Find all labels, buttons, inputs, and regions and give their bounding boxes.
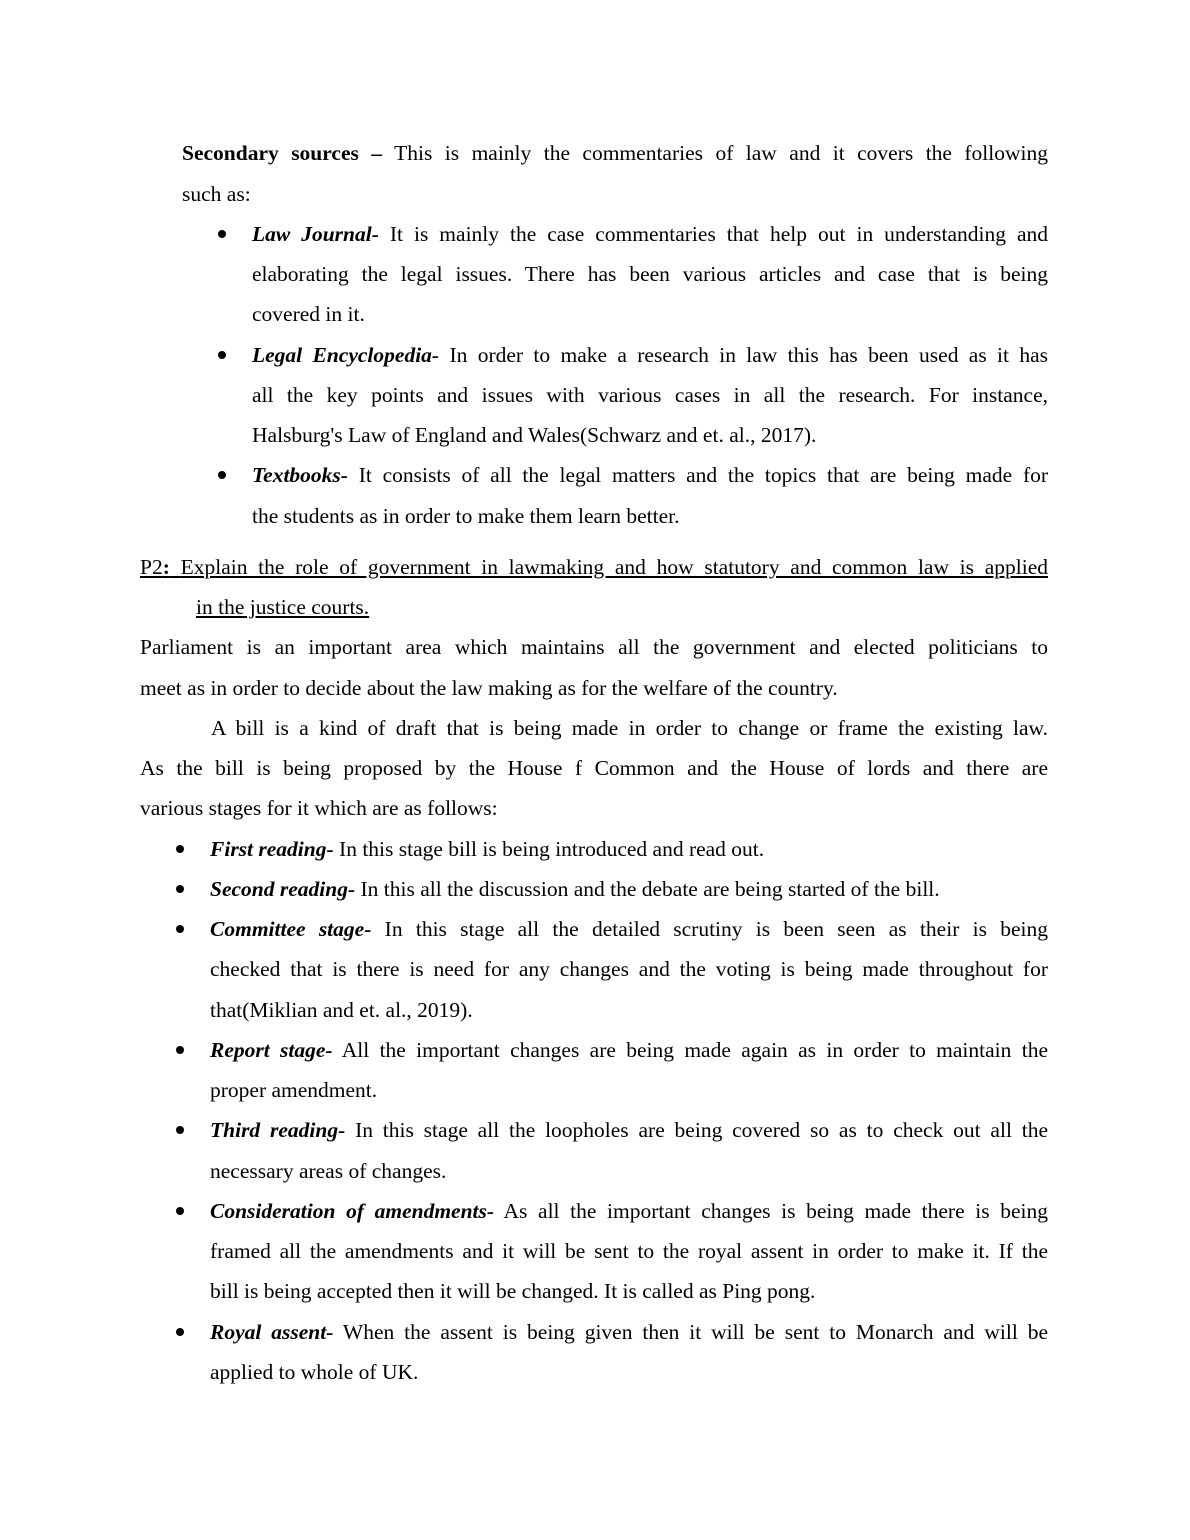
p2-label: P2 [140,555,163,579]
bullet-icon [218,471,226,479]
stage-term: Second reading- [210,877,356,901]
bullet-icon [176,925,184,933]
stage-third-line1 [210,1120,1048,1142]
stage-report-line2: proper amendment. [210,1078,378,1102]
law-journal-text1: It is mainly the case commentaries that help out in understanding and [389,222,1049,246]
stage-term: Third reading- [210,1118,346,1142]
bullet-icon [218,351,226,359]
legal-encyclopedia-line3: Halsburg's Law of England and Wales(Schwarz and et. al., 2017). [252,423,817,447]
stage-text: In this stage bill is being introduced and read out. [339,837,765,861]
bullet-icon [176,1328,184,1336]
legal-encyclopedia-term: Legal Encyclopedia- [252,343,440,367]
stage-text: In this stage all the detailed scrutiny is been seen as their is being [384,917,1049,941]
textbooks-text1: It consists of all the legal matters and the topics that are being made for [358,463,1049,487]
bullet-icon [176,845,184,853]
stage-term: Royal assent- [210,1320,334,1344]
p2-colon: : [162,555,170,579]
secondary-intro-line1 [182,143,1048,165]
bullet-icon [218,230,226,238]
stage-report-line1 [210,1040,1048,1062]
stage-term: Report stage- [210,1038,333,1062]
para2-line2: As the bill is being proposed by the House f Common and the House of lords and there are [140,756,1048,780]
stage-term: Consideration of amendments- [210,1199,495,1223]
legal-encyclopedia-line1 [252,345,1048,367]
stage-text: In this all the discussion and the debate are being started of the bill. [360,877,940,901]
stage-term: First reading- [210,837,334,861]
stage-third-line2: necessary areas of changes. [210,1159,447,1183]
stage-first-reading [210,839,764,861]
stage-text: In this stage all the loopholes are being covered so as to check out all the [355,1118,1049,1142]
textbooks-line2: the students as in order to make them learn better. [252,504,680,528]
p2-heading-line1 [140,557,1048,579]
legal-encyclopedia-line2: all the key points and issues with various cases in all the research. For instance, [252,383,1048,407]
stage-committee-line1 [210,919,1048,941]
stage-royal-line2: applied to whole of UK. [210,1360,419,1384]
legal-encyclopedia-text1: In order to make a research in law this has been used as it has [449,343,1048,367]
bullet-icon [176,1126,184,1134]
secondary-intro-text: This is mainly the commentaries of law and it covers the following [394,141,1048,165]
bullet-icon [176,1046,184,1054]
stage-text: As all the important changes is being made there is being [503,1199,1048,1223]
stage-committee-line2: checked that is there is need for any changes and the voting is being made throughout for [210,957,1048,981]
stage-second-reading [210,879,940,901]
law-journal-line3: covered in it. [252,302,365,326]
p2-heading-text: Explain the role of government in lawmaking and how statutory and common law is applied [180,555,1048,579]
bullet-icon [176,885,184,893]
stage-text: When the assent is being given then it will be sent to Monarch and will be [342,1320,1048,1344]
law-journal-line2: elaborating the legal issues. There has been various articles and case that is being [252,262,1048,286]
stage-committee-line3: that(Miklian and et. al., 2019). [210,998,473,1022]
secondary-intro-line2: such as: [182,182,251,206]
stage-royal-line1 [210,1322,1048,1344]
stage-consideration-line2: framed all the amendments and it will be sent to the royal assent in order to make it. If the [210,1239,1048,1263]
para2-line3: various stages for it which are as follows: [140,796,498,820]
stage-consideration-line3: bill is being accepted then it will be changed. It is called as Ping pong. [210,1279,816,1303]
secondary-heading: Secondary sources – [182,141,383,165]
stage-term: Committee stage- [210,917,372,941]
textbooks-term: Textbooks- [252,463,348,487]
stage-consideration-line1 [210,1201,1048,1223]
para2-line1: A bill is a kind of draft that is being made in order to change or frame the existing law. [211,716,1048,740]
para1-line2: meet as in order to decide about the law making as for the welfare of the country. [140,676,838,700]
bullet-icon [176,1207,184,1215]
stage-text: All the important changes are being made again as in order to maintain the [341,1038,1048,1062]
p2-heading-line2: in the justice courts. [196,595,370,619]
textbooks-line1 [252,465,1048,487]
law-journal-term: Law Journal- [252,222,379,246]
law-journal-line1 [252,224,1048,246]
para1-line1: Parliament is an important area which maintains all the government and elected politicians to [140,635,1048,659]
